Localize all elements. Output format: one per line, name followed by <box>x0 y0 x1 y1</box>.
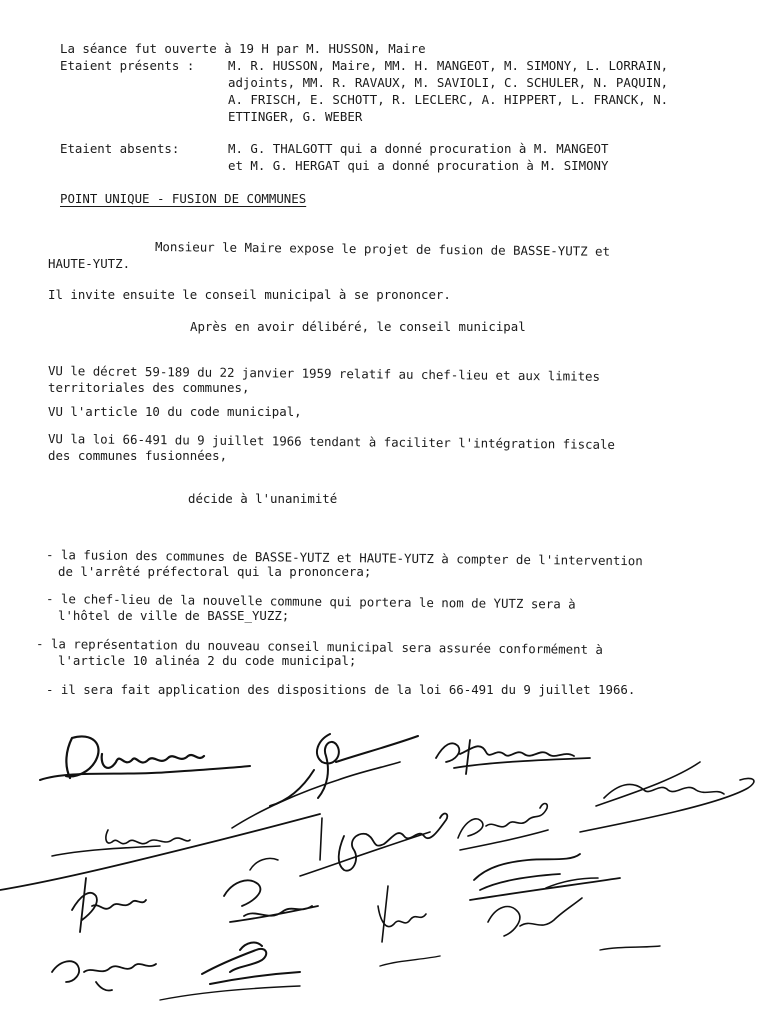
vu-3-line-2: des communes fusionnées, <box>48 448 228 463</box>
present-label: Etaient présents : <box>60 58 195 73</box>
section-title: POINT UNIQUE - FUSION DE COMMUNES <box>60 191 307 206</box>
present-line-4: ETTINGER, G. WEBER <box>228 109 363 124</box>
item-2-line-2: l'hôtel de ville de BASSE_YUZZ; <box>58 608 290 623</box>
expose-line-1: Monsieur le Maire expose le projet de fusion de BASSE-YUTZ et <box>154 239 611 259</box>
opening-line: La séance fut ouverte à 19 H par M. HUSSON, Maire <box>60 41 426 56</box>
signature-14 <box>52 961 156 990</box>
present-line-2: adjoints, MM. R. RAVAUX, M. SAVIOLI, C. SCHULER, N. PAQUIN, <box>228 75 669 90</box>
vu-2-line-1: VU l'article 10 du code municipal, <box>48 404 302 419</box>
expose-line-2: HAUTE-YUTZ. <box>48 256 131 271</box>
vu-3-line-1: VU la loi 66-491 du 9 juillet 1966 tendant à faciliter l'intégration fiscale <box>47 431 616 452</box>
signature-16 <box>160 986 300 1000</box>
present-line-1: M. R. HUSSON, Maire, MM. H. MANGEOT, M. SIMONY, L. LORRAIN, <box>228 58 669 73</box>
signature-15 <box>202 943 300 984</box>
item-2-line-1: - le chef-lieu de la nouvelle commune qui portera le nom de YUTZ sera à <box>45 591 576 612</box>
item-4-line-1: - il sera fait application des dispositions de la loi 66-491 du 9 juillet 1966. <box>46 682 636 697</box>
signature-3 <box>436 740 590 774</box>
vu-1-line-2: territoriales des communes, <box>48 380 250 395</box>
invite-line: Il invite ensuite le conseil municipal à se prononcer. <box>48 287 451 302</box>
signature-11 <box>378 886 426 942</box>
signature-10 <box>224 858 318 922</box>
absent-line-2: et M. G. HERGAT qui a donné procuration à M. SIMONY <box>228 158 609 173</box>
signatures-area <box>0 710 782 1024</box>
signature-1 <box>40 736 250 780</box>
decision-line: décide à l'unanimité <box>188 491 338 506</box>
signature-4 <box>580 762 754 832</box>
signature-6 <box>300 814 447 876</box>
signature-17 <box>600 946 660 950</box>
signature-12 <box>470 854 620 900</box>
vu-1-line-1: VU le décret 59-189 du 22 janvier 1959 relatif au chef-lieu et aux limites <box>47 363 601 384</box>
signature-7 <box>458 804 548 850</box>
absent-line-1: M. G. THALGOTT qui a donné procuration à M. MANGEOT <box>228 141 609 156</box>
deliberation-line: Après en avoir délibéré, le conseil municipal <box>190 319 526 334</box>
signature-8 <box>0 814 320 890</box>
present-line-3: A. FRISCH, E. SCHOTT, R. LECLERC, A. HIPPERT, L. FRANCK, N. <box>228 92 669 107</box>
item-3-line-2: l'article 10 alinéa 2 du code municipal; <box>58 653 357 668</box>
signature-2 <box>232 734 418 828</box>
absent-label: Etaient absents: <box>60 141 180 156</box>
item-3-line-1: - la représentation du nouveau conseil municipal sera assurée conformément à <box>35 636 604 657</box>
signature-18 <box>380 956 440 966</box>
signature-13 <box>488 878 598 936</box>
item-1-line-1: - la fusion des communes de BASSE-YUTZ et HAUTE-YUTZ à compter de l'intervention <box>45 547 643 569</box>
item-1-line-2: de l'arrêté préfectoral qui la prononcera; <box>58 564 372 579</box>
signature-9 <box>72 878 146 932</box>
